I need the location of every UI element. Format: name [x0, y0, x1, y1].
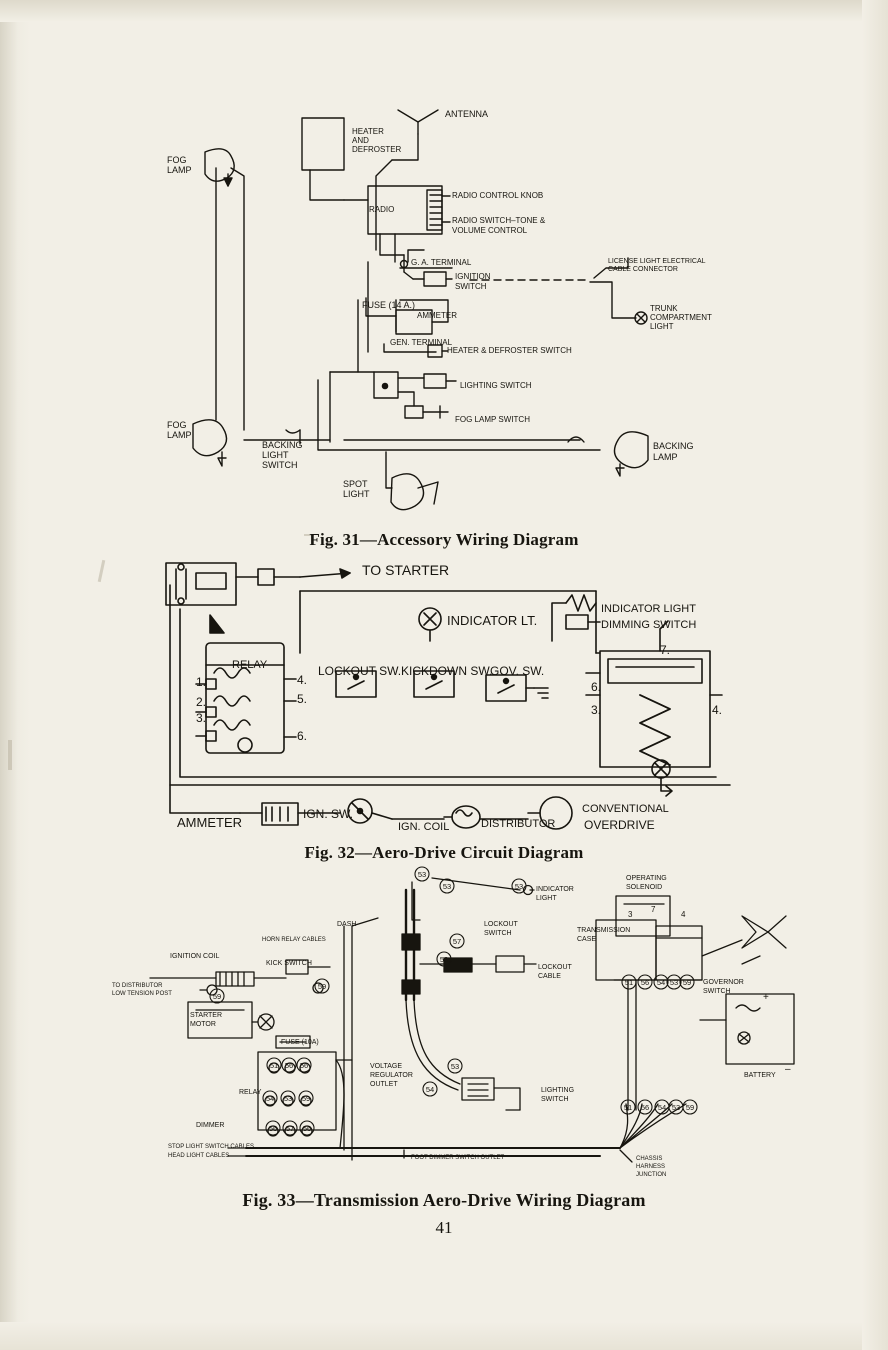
fig32-svg	[0, 555, 888, 840]
fig31-svg	[0, 0, 888, 520]
diagram-label: DASH	[337, 921, 357, 928]
diagram-label: 5.	[297, 692, 308, 706]
diagram-label: ANTENNA	[445, 109, 489, 119]
diagram-label: STARTER	[190, 1012, 223, 1019]
diagram-label: 7	[651, 905, 656, 914]
diagram-label: GEN. TERMINAL	[390, 338, 453, 347]
diagram-label: –	[785, 1064, 791, 1075]
figure-31-accessory-wiring-diagram	[0, 0, 888, 520]
svg-text:54: 54	[425, 1085, 435, 1094]
svg-text:57: 57	[285, 1124, 295, 1133]
svg-text:56: 56	[268, 1124, 278, 1133]
diagram-label: OVERDRIVE	[584, 818, 655, 832]
svg-text:54: 54	[656, 978, 666, 987]
diagram-label: CONVENTIONAL	[582, 803, 669, 815]
svg-text:56: 56	[284, 1061, 294, 1070]
diagram-label: HARNESS	[636, 1164, 666, 1170]
fig33-svg	[0, 860, 888, 1190]
diagram-label: TO DISTRIBUTOR	[112, 983, 163, 989]
diagram-label: CHASSIS	[636, 1156, 663, 1162]
diagram-label: LIGHTING SWITCH	[460, 381, 532, 390]
diagram-label: KICKDOWN SW.	[401, 664, 493, 678]
diagram-label: IGN. COIL	[398, 821, 450, 833]
svg-text:59: 59	[317, 982, 327, 991]
diagram-label: 7.	[660, 643, 671, 657]
diagram-label: CABLE CONNECTOR	[608, 266, 678, 273]
diagram-label: LIGHT	[650, 322, 674, 331]
diagram-label: HEATER & DEFROSTER SWITCH	[447, 346, 572, 355]
diagram-label: RADIO SWITCH–TONE &	[452, 216, 546, 225]
svg-text:53: 53	[417, 870, 427, 879]
figure-31-caption: Fig. 31—Accessory Wiring Diagram	[309, 530, 579, 549]
diagram-label: 4.	[712, 703, 723, 717]
diagram-label: TRUNK	[650, 304, 678, 313]
diagram-label: LOCKOUT	[484, 921, 518, 928]
diagram-label: SPOT	[343, 479, 368, 489]
figure-32-caption: Fig. 32—Aero-Drive Circuit Diagram	[304, 843, 584, 862]
diagram-label: BACKING	[653, 441, 694, 451]
svg-text:58: 58	[439, 955, 449, 964]
svg-text:54: 54	[265, 1094, 275, 1103]
diagram-label: LAMP	[167, 165, 192, 175]
svg-text:57: 57	[452, 937, 462, 946]
diagram-label: 6.	[297, 729, 308, 743]
diagram-label: RELAY	[232, 659, 268, 671]
diagram-label: DEFROSTER	[352, 145, 402, 154]
diagram-label: KICK SWITCH	[266, 960, 312, 967]
svg-text:53: 53	[450, 1062, 460, 1071]
diagram-label: REGULATOR	[370, 1072, 413, 1079]
svg-text:53: 53	[442, 882, 452, 891]
diagram-label: LOCKOUT	[538, 964, 572, 971]
diagram-label: FOG	[167, 420, 187, 430]
svg-text:51: 51	[269, 1061, 279, 1070]
diagram-label: 6.	[591, 680, 602, 694]
diagram-label: INDICATOR LIGHT	[601, 603, 696, 615]
diagram-label: 4	[681, 910, 686, 919]
diagram-label: LAMP	[167, 430, 192, 440]
diagram-label: 3	[628, 910, 633, 919]
diagram-label: 4.	[297, 673, 308, 687]
diagram-label: FUSE (14 A.)	[362, 300, 416, 310]
diagram-label: STOP LIGHT SWITCH CABLES	[168, 1144, 255, 1150]
diagram-label: HEATER	[352, 127, 384, 136]
svg-text:59: 59	[682, 978, 692, 987]
diagram-label: SOLENOID	[626, 884, 663, 891]
diagram-label: BACKING	[262, 440, 303, 450]
svg-text:59: 59	[212, 992, 222, 1001]
diagram-label: LIGHT	[262, 450, 289, 460]
diagram-label: VOLTAGE	[370, 1063, 403, 1070]
diagram-label: MOTOR	[190, 1021, 216, 1028]
diagram-label: SWITCH	[484, 930, 512, 937]
svg-text:54: 54	[657, 1103, 667, 1112]
diagram-label: FOOT DIMMER SWITCH OUTLET	[411, 1155, 505, 1161]
svg-text:53: 53	[671, 1103, 681, 1112]
diagram-label: 2.	[196, 695, 207, 709]
diagram-label: LIGHT	[536, 895, 557, 902]
svg-text:56: 56	[299, 1061, 309, 1070]
figure-33-transmission-aero-drive-wiring-diagram	[0, 860, 888, 1190]
diagram-label: CASE	[577, 936, 597, 943]
diagram-label: AMMETER	[417, 311, 457, 320]
diagram-label: 1.	[196, 675, 207, 689]
page-number: 41	[435, 1218, 453, 1237]
diagram-label: SWITCH	[703, 988, 731, 995]
diagram-label: SWITCH	[541, 1096, 569, 1103]
diagram-label: RADIO CONTROL KNOB	[452, 191, 544, 200]
svg-text:59: 59	[685, 1103, 695, 1112]
figure-32-aero-drive-circuit-diagram	[0, 555, 888, 840]
diagram-label: LICENSE LIGHT ELECTRICAL	[608, 258, 706, 265]
diagram-label: RADIO	[369, 205, 395, 214]
diagram-label: INDICATOR LT.	[447, 613, 538, 628]
svg-text:51: 51	[623, 1103, 633, 1112]
diagram-label: LIGHT	[343, 489, 370, 499]
diagram-label: HORN RELAY CABLES	[262, 937, 326, 943]
diagram-label: FUSE (10A)	[281, 1039, 319, 1046]
diagram-label: DISTRIBUTOR	[481, 818, 556, 830]
diagram-label: AMMETER	[177, 815, 242, 830]
diagram-label: BATTERY	[744, 1072, 776, 1079]
diagram-label: VOLUME CONTROL	[452, 226, 528, 235]
svg-text:53: 53	[514, 882, 524, 891]
diagram-label: DIMMER	[196, 1122, 225, 1129]
diagram-label: TRANSMISSION	[577, 927, 631, 934]
diagram-label: IGNITION COIL	[170, 953, 220, 960]
svg-text:59: 59	[301, 1094, 311, 1103]
svg-text:53: 53	[669, 978, 679, 987]
diagram-label: LOW TENSION POST	[112, 991, 172, 997]
diagram-label: LIGHTING	[541, 1087, 575, 1094]
diagram-label: FOG	[167, 155, 187, 165]
svg-text:56: 56	[640, 1103, 650, 1112]
diagram-label: DIMMING SWITCH	[601, 619, 697, 631]
svg-text:56: 56	[302, 1124, 312, 1133]
diagram-label: LOCKOUT SW.	[318, 664, 402, 678]
diagram-label: OUTLET	[370, 1081, 398, 1088]
diagram-label: TO STARTER	[362, 562, 450, 578]
svg-text:53: 53	[283, 1094, 293, 1103]
diagram-label: IGN. SW.	[303, 807, 354, 821]
diagram-label: JUNCTION	[636, 1172, 667, 1178]
diagram-label: OPERATING	[626, 875, 667, 882]
page-bottom-edge	[0, 1322, 888, 1350]
diagram-label: CABLE	[538, 973, 561, 980]
diagram-label: GOVERNOR	[703, 979, 744, 986]
diagram-label: G. A. TERMINAL	[411, 258, 472, 267]
diagram-label: GOV. SW.	[490, 664, 545, 678]
diagram-label: 3.	[591, 703, 602, 717]
diagram-label: LAMP	[653, 452, 678, 462]
diagram-label: IGNITION	[455, 272, 491, 281]
svg-text:56: 56	[640, 978, 650, 987]
diagram-label: AND	[352, 136, 369, 145]
svg-text:51: 51	[624, 978, 634, 987]
diagram-label: INDICATOR	[536, 886, 574, 893]
diagram-label: HEAD LIGHT CABLES	[168, 1153, 230, 1159]
diagram-label: FOG LAMP SWITCH	[455, 415, 530, 424]
figure-33-caption: Fig. 33—Transmission Aero-Drive Wiring Diagram	[242, 1190, 646, 1210]
diagram-label: COMPARTMENT	[650, 313, 712, 322]
diagram-label: SWITCH	[455, 282, 487, 291]
diagram-label: SWITCH	[262, 460, 298, 470]
diagram-label: 3.	[196, 711, 207, 725]
diagram-label: RELAY	[239, 1089, 262, 1096]
diagram-label: +	[763, 992, 769, 1003]
